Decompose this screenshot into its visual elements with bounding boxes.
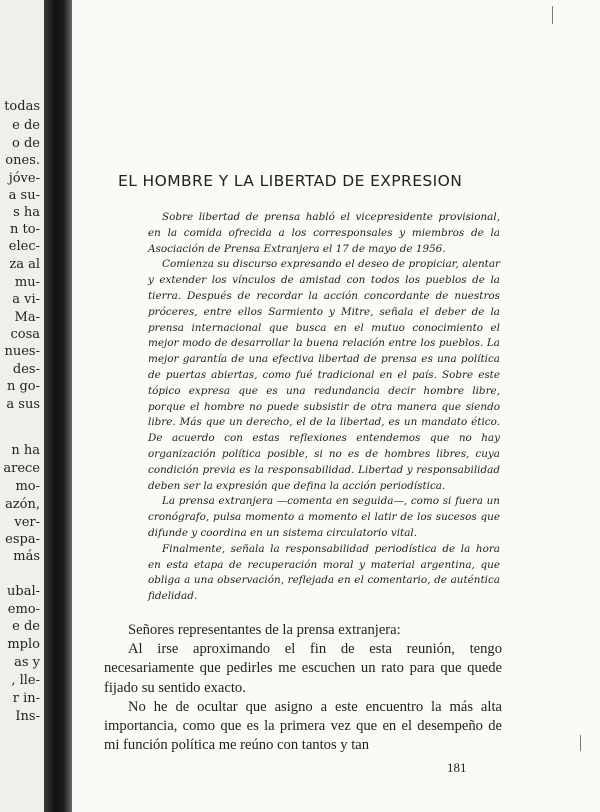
left-page-fragment: mplo	[7, 637, 40, 652]
left-page-fragment: nues-	[4, 344, 40, 359]
left-page-fragment: Ins-	[15, 709, 40, 724]
left-page-edge	[0, 0, 44, 812]
left-page-fragment: emo-	[7, 602, 40, 617]
left-page-fragment: as y	[14, 655, 40, 670]
left-page-fragment: arece	[3, 461, 40, 476]
left-page-fragment: za al	[9, 257, 40, 272]
speech-body	[104, 621, 502, 755]
body-paragraph: Al irse aproximando el fin de esta reunión, tengo necesariamente que pedirles me escuchen un rato para que quede fijado su sentido exacto.	[104, 641, 502, 696]
left-page-fragment: e de	[12, 118, 40, 133]
article-title: EL HOMBRE Y LA LIBERTAD DE EXPRESION	[118, 172, 463, 190]
left-page-fragment: s ha	[13, 205, 40, 220]
left-page-fragment: Ma-	[14, 310, 40, 325]
left-page-fragment: ubal-	[7, 584, 40, 599]
intro-paragraph: La prensa extranjera —comenta en seguida—, como si fuera un cronógrafo, pulsa momento a momento el latir de los sucesos que difunde y coordina en un sistema circulatorio vital.	[148, 495, 500, 539]
left-page-fragment: o de	[12, 136, 40, 151]
left-page-fragment: e de	[12, 619, 40, 634]
left-page-fragment: azón,	[5, 497, 40, 512]
left-page-fragment: mo-	[15, 479, 40, 494]
edge-mark	[580, 735, 581, 751]
left-page-fragment: n ha	[11, 443, 40, 458]
body-paragraph: No he de ocultar que asigno a este encuentro la más alta importancia, como que es la primera vez que en el desempeño de mi función política me reúno con tantos y tan	[104, 698, 502, 754]
left-page-fragment: espa-	[5, 532, 40, 547]
intro-paragraph: Finalmente, señala la responsabilidad periodística de la hora en esta etapa de recuperación moral y material argentina, que obliga a una observación, reflejada en el comentario, de auténtica fidelidad.	[148, 542, 500, 603]
intro-paragraph: Comienza su discurso expresando el deseo de propiciar, alentar y extender los vínculos de amistad con todos los pueblos de la tierra. Después de recordar la acción concordante de nuestros próceres, entre ellos Sarmiento y Mitre, señala el deber de la prensa internacional que busca en el mutuo conocimiento el mejor modo de desarrollar la buena relación entre los pueblos. La mejor garantía de una efectiva libertad de prensa es una política de puertas abiertas, como fué tradicional en el país. Sobre este tópico expresa que es una redundancia decir hombre libre, porque el hombre no puede subsistir de otra manera que siendo libre. Más que un derecho, el de la libertad, es un mandato ético. De acuerdo con estas reflexiones entendemos que no hay organización política posible, si no es de hombres libres, cuya condición previa es la responsabilidad. Libertad y responsabilidad deben ser la expresión que defina la acción periodística.	[148, 258, 500, 492]
left-page-fragment: elec-	[8, 239, 40, 254]
left-page-fragment: a vi-	[12, 292, 40, 307]
edge-mark	[552, 6, 553, 24]
left-page-fragment: a su-	[8, 188, 40, 203]
page-number: 181	[447, 760, 467, 775]
left-page-fragment: n to-	[10, 222, 40, 237]
left-page-fragment: , lle-	[11, 673, 40, 688]
left-page-fragment: des-	[12, 362, 40, 377]
left-page-fragment: cosa	[10, 327, 40, 342]
left-page-fragment: n go-	[6, 379, 40, 394]
left-page-fragment: ones.	[5, 153, 40, 168]
left-page-fragment: r in-	[12, 691, 40, 706]
left-page-fragment: a sus	[6, 397, 40, 412]
left-page-fragment: ver-	[14, 515, 40, 530]
book-gutter	[44, 0, 72, 812]
left-page-fragment: mu-	[14, 275, 40, 290]
left-page-fragment: más	[13, 549, 40, 564]
body-paragraph: Señores representantes de la prensa extranjera:	[128, 622, 401, 638]
intro-summary	[148, 210, 500, 605]
left-page-fragment: todas	[4, 99, 40, 114]
left-page-fragment: jóve-	[8, 171, 40, 186]
book-page	[72, 0, 600, 812]
intro-paragraph: Sobre libertad de prensa habló el vicepresidente provisional, en la comida ofrecida a los corresponsales y miembros de la Asociación de Prensa Extranjera el 17 de mayo de 1956.	[148, 211, 500, 255]
